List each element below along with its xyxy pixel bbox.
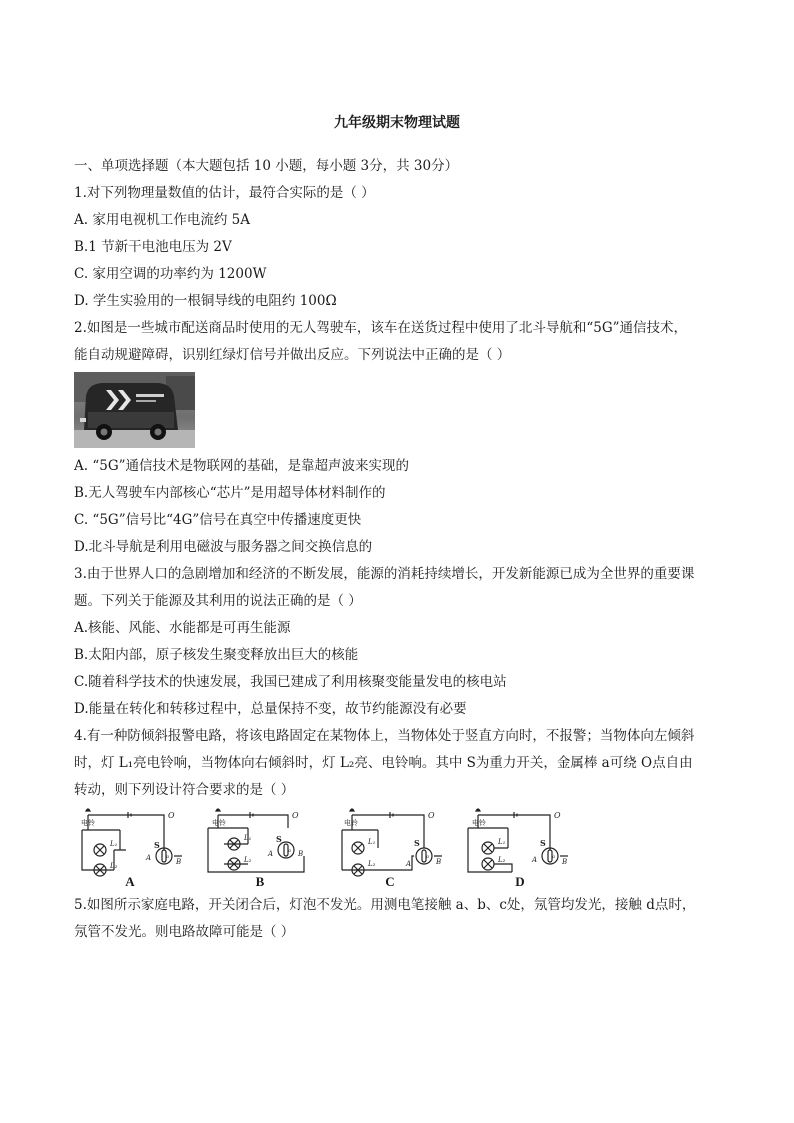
pivot-o-label: O <box>168 811 175 820</box>
lamp-l1-label: L₁ <box>368 838 376 846</box>
contact-a-label: A <box>532 856 538 864</box>
circuit-label-d: D <box>515 874 525 889</box>
q2-option-d: D.北斗导航是利用电磁波与服务器之间交换信息的 <box>74 539 373 555</box>
q2-stem-line: 2.如图是一些城市配送商品时使用的无人驾驶车，该车在送货过程中使用了北斗导航和“5G”通信技术， <box>74 320 688 336</box>
pivot-o-label: O <box>554 811 561 820</box>
q3-stem-line: 题。下列关于能源及其利用的说法正确的是（ ） <box>74 593 362 609</box>
lamp-l2-label: L₂ <box>110 862 118 870</box>
circuit-b <box>204 808 316 890</box>
rod-a-label: a <box>288 848 291 854</box>
contact-a-label: A <box>268 850 274 858</box>
circuit-b-diagram <box>204 808 316 878</box>
q2-option-a: A. “5G”通信技术是物联网的基础，是靠超声波来实现的 <box>74 458 410 474</box>
q3-option-a: A.核能、风能、水能都是可再生能源 <box>74 620 291 636</box>
contact-a-label: A <box>146 854 152 862</box>
q4-stem-line: 时，灯 L₁亮电铃响，当物体向右倾斜时，灯 L₂亮、电铃响。其中 S为重力开关，金属棒 a可绕 O点自由 <box>74 755 693 771</box>
switch-s-label: S <box>276 834 282 844</box>
lamp-l2-label: L₂ <box>498 856 506 864</box>
rod-a-label: a <box>166 854 169 860</box>
lamp-l1-label: L₁ <box>110 840 118 848</box>
switch-s-label: S <box>540 838 546 848</box>
contact-b-label: B <box>562 858 568 866</box>
circuit-a-diagram <box>74 808 186 878</box>
q4-circuit-options <box>74 808 724 890</box>
section-heading: 一、单项选择题（本大题包括 10 小题，每小题 3分，共 30分） <box>74 158 459 174</box>
q3-stem-line: 3.由于世界人口的急剧增加和经济的不断发展，能源的消耗持续增长，开发新能源已成为全世界的重要课 <box>74 566 695 582</box>
pivot-o-label: O <box>292 811 299 820</box>
q3-option-b: B.太阳内部，原子核发生聚变释放出巨大的核能 <box>74 647 359 663</box>
pivot-o-label: O <box>428 811 435 820</box>
q2-stem-line: 能自动规避障碍，识别红绿灯信号并做出反应。下列说法中正确的是（ ） <box>74 347 511 363</box>
circuit-c <box>334 808 446 890</box>
q1-option-d: D. 学生实验用的一根铜导线的电阻约 100Ω <box>74 293 337 309</box>
q4-stem-line: 转动，则下列设计符合要求的是（ ） <box>74 782 295 798</box>
contact-b-label: B <box>298 850 304 858</box>
lamp-l2-label: L₂ <box>244 856 252 864</box>
q5-stem-line: 氖管不发光。则电路故障可能是（ ） <box>74 924 295 940</box>
circuit-label-a: A <box>125 874 135 889</box>
switch-s-label: S <box>154 840 160 850</box>
lamp-l1-label: L₁ <box>498 838 506 846</box>
circuit-a <box>74 808 186 890</box>
q3-option-d: D.能量在转化和转移过程中，总量保持不变，故节约能源没有必要 <box>74 701 467 717</box>
page-title: 九年级期末物理试题 <box>334 115 460 131</box>
bell-label: 电铃 <box>344 820 358 827</box>
contact-b-label: B <box>436 858 442 866</box>
contact-a-label: A <box>406 860 412 868</box>
q3-option-c: C.随着科学技术的快速发展，我国已建成了利用核聚变能量发电的核电站 <box>74 674 507 690</box>
delivery-vehicle-photo <box>74 372 195 448</box>
circuit-label-c: C <box>385 874 395 889</box>
bell-label: 电铃 <box>81 820 95 827</box>
q1-option-b: B.1 节新干电池电压为 2V <box>74 239 232 255</box>
question-body <box>74 153 724 946</box>
lamp-l1-label: L₁ <box>244 834 252 842</box>
bell-label: 电铃 <box>212 820 226 827</box>
circuit-label-b: B <box>255 874 265 889</box>
lamp-l2-label: L₂ <box>368 860 376 868</box>
circuit-c-diagram <box>334 808 446 878</box>
q1-option-c: C. 家用空调的功率约为 1200W <box>74 266 267 282</box>
circuit-d <box>464 808 576 890</box>
q2-option-c: C. “5G”信号比“4G”信号在真空中传播速度更快 <box>74 512 362 528</box>
switch-s-label: S <box>414 838 420 848</box>
rod-a-label: a <box>426 854 429 860</box>
rod-a-label: a <box>552 854 555 860</box>
q1-stem: 1.对下列物理量数值的估计，最符合实际的是（ ） <box>74 185 375 201</box>
q4-stem-line: 4.有一种防倾斜报警电路，将该电路固定在某物体上，当物体处于竖直方向时，不报警；当物体向左倾斜 <box>74 728 695 744</box>
circuit-d-diagram <box>464 808 576 878</box>
q5-stem-line: 5.如图所示家庭电路，开关闭合后，灯泡不发光。用测电笔接触 a、b、c处，氖管均发光，接触 d点时， <box>74 897 696 913</box>
q2-option-b: B.无人驾驶车内部核心“芯片”是用超导体材料制作的 <box>74 485 386 501</box>
q1-option-a: A. 家用电视机工作电流约 5A <box>74 212 250 228</box>
contact-b-label: B <box>176 858 182 866</box>
bell-label: 电铃 <box>472 820 486 827</box>
